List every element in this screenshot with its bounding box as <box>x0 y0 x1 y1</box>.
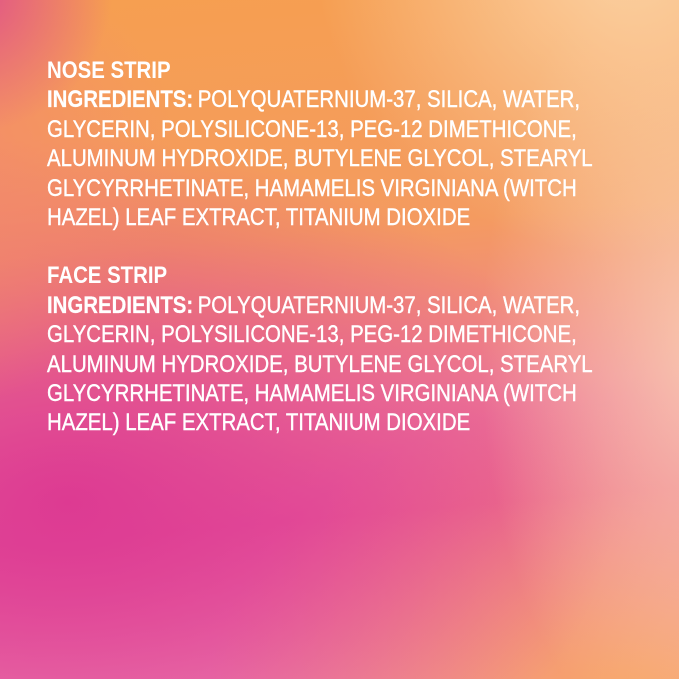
ingredients-label: INGREDIENTS: <box>47 86 194 114</box>
ingredients-line <box>47 291 593 320</box>
ingredients-panel <box>47 56 679 438</box>
ingredients-text-line: GLYCYRRHETINATE, HAMAMELIS VIRGINIANA (WITCH <box>47 174 577 202</box>
ingredients-text: POLYQUATERNIUM-37, SILICA, WATER, <box>197 291 581 319</box>
ingredients-text-line: GLYCERIN, POLYSILICONE-13, PEG-12 DIMETHICONE, <box>47 115 577 143</box>
ingredients-text-line: GLYCERIN, POLYSILICONE-13, PEG-12 DIMETHICONE, <box>47 321 577 349</box>
condensed-text-wrapper <box>47 56 593 438</box>
ingredients-text-line: ALUMINUM HYDROXIDE, BUTYLENE GLYCOL, STEARYL <box>47 145 593 173</box>
ingredients-label: INGREDIENTS: <box>47 291 194 319</box>
ingredients-line <box>47 85 593 114</box>
ingredients-text-line: HAZEL) LEAF EXTRACT, TITANIUM DIOXIDE <box>47 204 471 232</box>
nose-strip-section <box>47 56 593 232</box>
ingredients-text-line: ALUMINUM HYDROXIDE, BUTYLENE GLYCOL, STEARYL <box>47 350 593 378</box>
section-heading-face-strip: FACE STRIP <box>47 262 168 290</box>
section-heading-nose-strip: NOSE STRIP <box>47 57 171 84</box>
ingredients-text-line: HAZEL) LEAF EXTRACT, TITANIUM DIOXIDE <box>47 409 471 437</box>
ingredients-text-line: GLYCYRRHETINATE, HAMAMELIS VIRGINIANA (WITCH <box>47 380 577 408</box>
ingredients-text: POLYQUATERNIUM-37, SILICA, WATER, <box>197 86 581 114</box>
face-strip-section <box>47 261 593 437</box>
